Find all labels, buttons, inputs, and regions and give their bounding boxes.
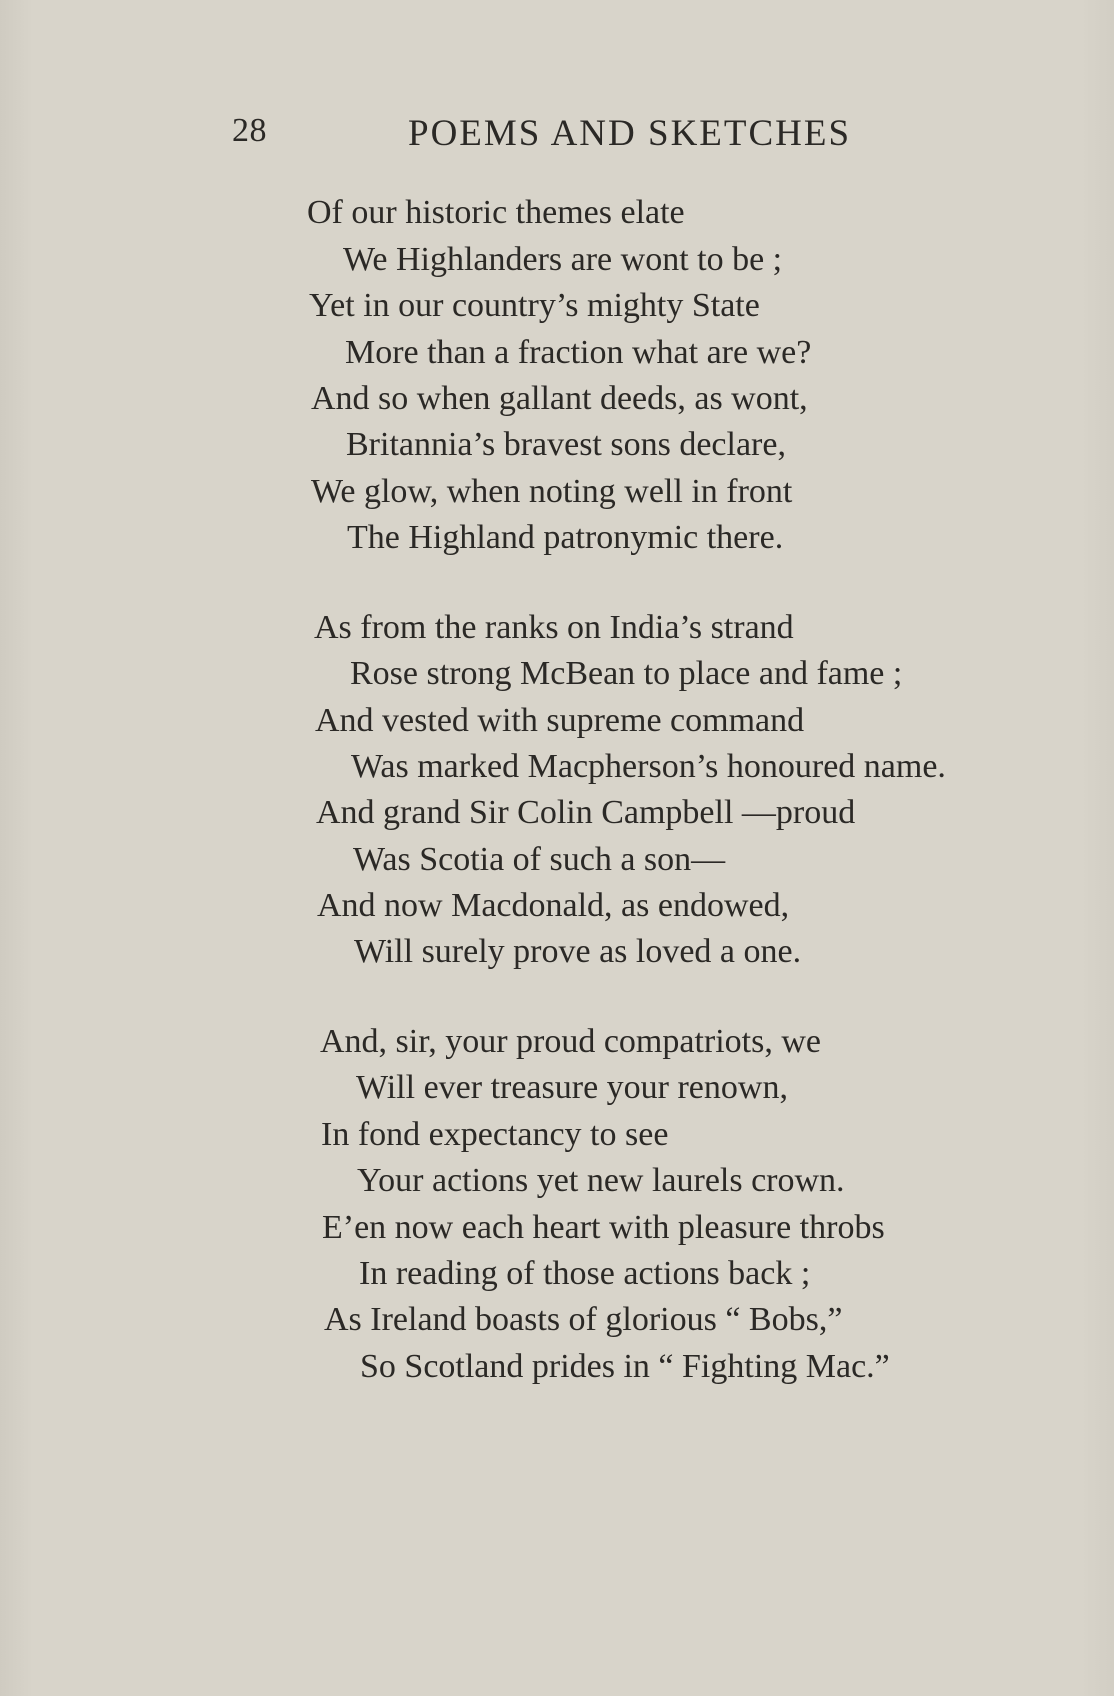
poem-line: More than a fraction what are we? <box>345 334 812 371</box>
poem-line: Of our historic themes elate <box>307 194 685 231</box>
poem-line: And, sir, your proud compatriots, we <box>320 1023 822 1060</box>
poem-line: Will ever treasure your renown, <box>356 1069 788 1106</box>
poem-line: And vested with supreme command <box>315 702 805 739</box>
poem-line: And grand Sir Colin Campbell —proud <box>316 794 856 831</box>
poem-line: Was marked Macpherson’s honoured name. <box>351 748 946 785</box>
poem-line: In fond expectancy to see <box>321 1116 669 1153</box>
poem-line: Yet in our country’s mighty State <box>309 287 760 324</box>
poem-line: We Highlanders are wont to be ; <box>343 241 783 278</box>
poem-line: Your actions yet new laurels crown. <box>357 1162 845 1199</box>
poem-line: In reading of those actions back ; <box>359 1255 811 1292</box>
running-head: POEMS AND SKETCHES <box>408 113 852 154</box>
poem-line: The Highland patronymic there. <box>347 519 784 556</box>
poem-line: E’en now each heart with pleasure throbs <box>322 1209 885 1246</box>
poem-line: So Scotland prides in “ Fighting Mac.” <box>360 1348 890 1385</box>
poem-line: Britannia’s bravest sons declare, <box>346 426 786 463</box>
poem-line: We glow, when noting well in front <box>311 473 793 510</box>
page-number: 28 <box>232 112 267 149</box>
poem-line: As from the ranks on India’s strand <box>314 609 794 646</box>
poem-line: Was Scotia of such a son— <box>353 841 726 878</box>
poem-line: Will surely prove as loved a one. <box>354 933 802 970</box>
poem-line: Rose strong McBean to place and fame ; <box>350 655 903 692</box>
poem-line: As Ireland boasts of glorious “ Bobs,” <box>324 1301 843 1338</box>
poem-line: And now Macdonald, as endowed, <box>317 887 790 924</box>
poem-line: And so when gallant deeds, as wont, <box>311 380 808 417</box>
